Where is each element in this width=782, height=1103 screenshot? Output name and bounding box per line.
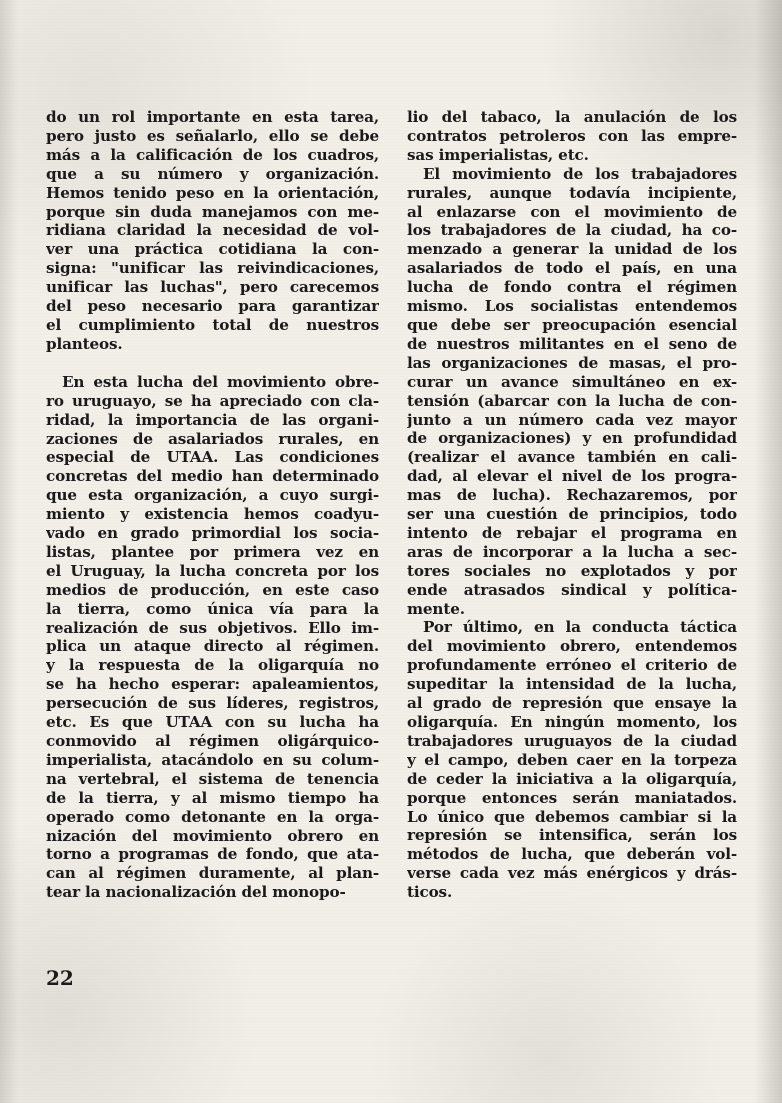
text-line: del peso necesario para garantizar: [46, 297, 379, 316]
page-edge-shadow-left: [0, 0, 18, 1103]
text-line: mente.: [407, 599, 465, 618]
text-line: tear la nacionalización del monopo-: [46, 883, 346, 902]
text-line: signa: "unificar las reivindicaciones,: [46, 259, 379, 278]
text-line: verse cada vez más enérgicos y drás-: [407, 864, 737, 883]
text-line: que debe ser preocupación esencial: [407, 315, 737, 334]
text-line: imperialista, atacándolo en su colum-: [46, 750, 379, 769]
text-line: de ceder la iniciativa a la oligarquía,: [407, 769, 737, 788]
text-line: intento de rebajar el programa en: [407, 523, 737, 542]
text-line: aras de incorporar a la lucha a sec-: [407, 542, 737, 561]
text-line: sas imperialistas, etc.: [407, 145, 589, 164]
text-line: realización de sus objetivos. Ello im-: [46, 618, 379, 637]
text-line: En esta lucha del movimiento obre-: [62, 372, 379, 391]
text-line: al grado de represión que ensaye la: [407, 694, 737, 713]
text-line: concretas del medio han determinado: [46, 467, 379, 486]
text-line: el Uruguay, la lucha concreta por los: [46, 561, 379, 580]
text-line: la tierra, como única vía para la: [46, 599, 379, 618]
text-line: más a la calificación de los cuadros,: [46, 145, 379, 164]
text-line: ver una práctica cotidiana la con-: [46, 240, 379, 259]
text-line: can al régimen duramente, al plan-: [46, 864, 379, 883]
text-line: nización del movimiento obrero en: [46, 826, 379, 845]
text-line: ticos.: [407, 883, 453, 902]
text-line: operado como detonante en la orga-: [46, 807, 379, 826]
text-line: mismo. Los socialistas entendemos: [407, 297, 737, 316]
text-line: que esta organización, a cuyo surgi-: [46, 486, 379, 505]
text-line: mas de lucha). Rechazaremos, por: [407, 486, 737, 505]
text-line: de la tierra, y al mismo tiempo ha: [46, 788, 379, 807]
text-line: zaciones de asalariados rurales, en: [46, 429, 379, 448]
text-line: se ha hecho esperar: apaleamientos,: [46, 675, 379, 694]
text-line: planteos.: [46, 334, 123, 353]
text-line: oligarquía. En ningún momento, los: [407, 713, 737, 731]
text-line: persecución de sus líderes, registros,: [46, 694, 379, 713]
right-paragraph-1: [407, 108, 737, 165]
page-edge-shadow-right: [754, 0, 782, 1103]
right-paragraph-3: [407, 618, 737, 902]
text-line: pero justo es señalarlo, ello se debe: [46, 126, 379, 145]
text-line: rurales, aunque todavía incipiente,: [407, 183, 737, 202]
text-line: tores sociales no explotados y por: [407, 561, 737, 580]
text-line: El movimiento de los trabajadores: [423, 164, 737, 183]
text-line: trabajadores uruguayos de la ciudad: [407, 731, 737, 750]
text-line: asalariados de todo el país, en una: [407, 259, 737, 278]
text-line: tensión (abarcar con la lucha de con-: [407, 391, 737, 410]
text-line: plica un ataque directo al régimen.: [46, 637, 379, 656]
text-line: Hemos tenido peso en la orientación,: [46, 183, 379, 202]
text-line: menzado a generar la unidad de los: [407, 240, 737, 259]
text-line: curar un avance simultáneo en ex-: [407, 372, 737, 391]
text-line: las organizaciones de masas, el pro-: [407, 353, 737, 372]
text-line: lucha de fondo contra el régimen: [407, 278, 737, 297]
text-line: al enlazarse con el movimiento de: [407, 202, 737, 221]
text-line: del movimiento obrero, entendemos: [407, 637, 737, 656]
left-paragraph-1: [46, 108, 379, 354]
text-line: y el campo, deben caer en la torpeza: [407, 750, 737, 769]
text-line: de organizaciones) y en profundidad: [407, 429, 737, 448]
text-line: junto a un número cada vez mayor: [407, 410, 737, 429]
text-line: (realizar el avance también en cali-: [407, 448, 737, 467]
left-column: [46, 108, 379, 902]
text-line: porque sin duda manejamos con me-: [46, 202, 379, 221]
text-line: etc. Es que UTAA con su lucha ha: [46, 713, 379, 732]
text-line: contratos petroleros con las empre-: [407, 126, 737, 145]
text-line: ro uruguayo, se ha apreciado con cla-: [46, 391, 379, 410]
text-line: dad, al elevar el nivel de los progra-: [407, 467, 737, 486]
left-paragraph-2: [46, 373, 379, 902]
text-line: ser una cuestión de principios, todo: [407, 505, 737, 524]
text-line: vado en grado primordial los socia-: [46, 524, 379, 543]
text-line: profundamente erróneo el criterio de: [407, 656, 737, 675]
text-line: miento y existencia hemos coadyu-: [46, 505, 379, 524]
page-number: 22: [46, 966, 74, 990]
text-line: na vertebral, el sistema de tenencia: [46, 769, 379, 788]
text-line: especial de UTAA. Las condiciones: [46, 448, 379, 467]
text-line: métodos de lucha, que deberán vol-: [407, 845, 737, 864]
text-line: torno a programas de fondo, que ata-: [46, 845, 379, 864]
text-line: porque entonces serán maniatados.: [407, 788, 737, 807]
text-line: los trabajadores de la ciudad, ha co-: [407, 221, 737, 240]
text-line: que a su número y organización.: [46, 164, 379, 183]
text-line: represión se intensifica, serán los: [407, 826, 737, 845]
text-line: medios de producción, en este caso: [46, 580, 379, 599]
text-line: ende atrasados sindical y política-: [407, 580, 737, 599]
text-line: de nuestros militantes en el seno de: [407, 334, 737, 353]
text-line: ridad, la importancia de las organi-: [46, 410, 379, 429]
right-paragraph-2: [407, 165, 737, 619]
text-line: do un rol importante en esta tarea,: [46, 108, 379, 126]
paragraph-gap: [46, 354, 379, 373]
text-line: el cumplimiento total de nuestros: [46, 315, 379, 334]
text-line: Lo único que debemos cambiar si la: [407, 807, 737, 826]
text-line: Por último, en la conducta táctica: [423, 618, 737, 637]
text-line: ridiana claridad la necesidad de vol-: [46, 221, 379, 240]
text-line: listas, plantee por primera vez en: [46, 542, 379, 561]
text-line: conmovido al régimen oligárquico-: [46, 732, 379, 750]
text-line: supeditar la intensidad de la lucha,: [407, 675, 737, 694]
right-column: [407, 108, 737, 902]
text-line: y la respuesta de la oligarquía no: [46, 656, 379, 675]
text-line: lio del tabaco, la anulación de los: [407, 108, 737, 126]
text-line: unificar las luchas", pero carecemos: [46, 278, 379, 297]
